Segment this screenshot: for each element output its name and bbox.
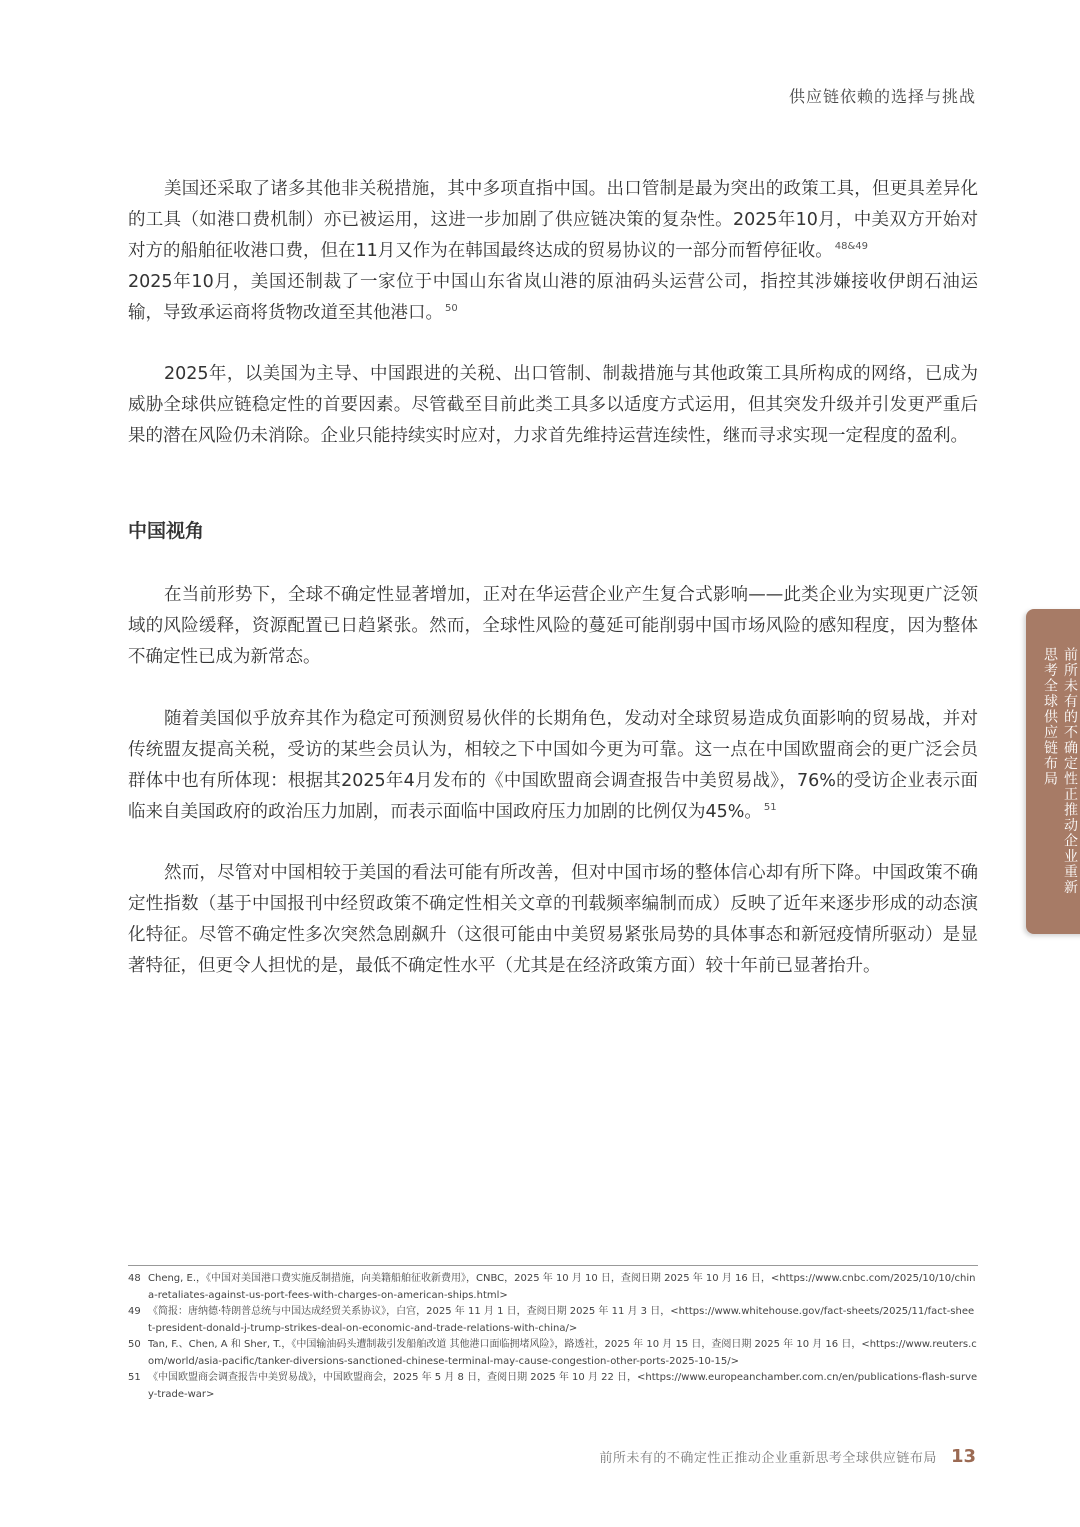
- footer-title: 前所未有的不确定性正推动企业重新思考全球供应链布局: [599, 1451, 937, 1466]
- footnote-text: Cheng, E.，《中国对美国港口费实施反制措施，向美籍船舶征收新费用》，CNBC，2025 年 10 月 10 日，查阅日期 2025 年 10 月 16 日，<https://www.cnbc.com/2025/10/10/china-retaliates-against-us-port-fees-with-charges-on-american-ships.html>: [148, 1273, 976, 1301]
- paragraph-text: 2025年10月，美国还制裁了一家位于中国山东省岚山港的原油码头运营公司，指控其涉嫌接收伊朗石油运输，导致承运商将货物改道至其他港口。: [128, 272, 978, 323]
- running-header: 供应链依赖的选择与挑战: [788, 87, 976, 106]
- footnote-number: 51: [128, 1372, 141, 1383]
- footnote-number: 48: [128, 1273, 141, 1284]
- paragraph-2: [128, 359, 978, 452]
- footnote-text: 《中国欧盟商会调查报告中美贸易战》，中国欧盟商会，2025 年 5 月 8 日，查阅日期 2025 年 10 月 22 日，<https://www.europeanchamber.com.cn/en/publications-flash-survey-trade-war>: [148, 1372, 978, 1400]
- paragraph-text: 然而，尽管对中国相较于美国的看法可能有所改善，但对中国市场的整体信心却有所下降。中国政策不确定性指数（基于中国报刊中经贸政策不确定性相关文章的刊载频率编制而成）反映了近年来逐步形成的动态演化特征。尽管不确定性多次突然急剧飙升（这很可能由中美贸易紧张局势的具体事态和新冠疫情所驱动）是显著特征，但更令人担忧的是，最低不确定性水平（尤其是在经济政策方面）较十年前已显著抬升。: [128, 863, 978, 976]
- paragraph-3: [128, 580, 978, 673]
- footnote: [128, 1271, 978, 1304]
- footnote-ref[interactable]: 51: [763, 802, 777, 813]
- footnotes: [128, 1271, 978, 1403]
- footnote-number: 50: [128, 1339, 141, 1350]
- paragraph-text: 随着美国似乎放弃其作为稳定可预测贸易伙伴的长期角色，发动对全球贸易造成负面影响的贸易战，并对传统盟友提高关税，受访的某些会员认为，相较之下中国如今更为可靠。这一点在中国欧盟商会的更广泛会员群体中也有所体现：根据其2025年4月发布的《中国欧盟商会调查报告中美贸易战》，76%的受访企业表示面临来自美国政府的政治压力加剧，而表示面临中国政府压力加剧的比例仅为45%。: [128, 709, 978, 822]
- page-footer: [599, 1446, 976, 1467]
- paragraph-1: [128, 174, 978, 329]
- paragraph-text: 2025年，以美国为主导、中国跟进的关税、出口管制、制裁措施与其他政策工具所构成的网络，已成为威胁全球供应链稳定性的首要因素。尽管截至目前此类工具多以适度方式运用，但其突发升级并引发更严重后果的潜在风险仍未消除。企业只能持续实时应对，力求首先维持运营连续性，继而寻求实现一定程度的盈利。: [128, 364, 978, 446]
- section-heading: 中国视角: [128, 520, 205, 542]
- paragraph-5: [128, 858, 978, 982]
- footnote-divider: [128, 1265, 978, 1266]
- footnote: [128, 1304, 978, 1337]
- page-number: 13: [950, 1446, 976, 1467]
- paragraph-text: 美国还采取了诸多其他非关税措施，其中多项直指中国。出口管制是最为突出的政策工具，但更具差异化的工具（如港口费机制）亦已被运用，这进一步加剧了供应链决策的复杂性。2025年10月，中美双方开始对对方的船舶征收港口费，但在11月又作为在韩国最终达成的贸易协议的一部分而暂停征收。: [128, 179, 978, 261]
- footnote-number: 49: [128, 1306, 141, 1317]
- paragraph-4: [128, 704, 978, 828]
- footnote: [128, 1370, 978, 1403]
- footnote-text: Tan, F.、Chen, A 和 Sher, T.，《中国输油码头遭制裁引发船舶改道 其他港口面临拥堵风险》，路透社，2025 年 10 月 15 日，查阅日期 2025 年 10 月 16 日，<https://www.reuters.com/world/asia-pacific/tanker-diversions-sanctioned-chinese-terminal-may-cause-congestion-other-ports-2025-10-15/>: [148, 1339, 977, 1367]
- footnote-ref[interactable]: 48&49: [834, 241, 869, 252]
- footnote-text: 《简报：唐纳德·特朗普总统与中国达成经贸关系协议》，白宫，2025 年 11 月 1 日，查阅日期 2025 年 11 月 3 日，<https://www.whitehouse.gov/fact-sheets/2025/11/fact-sheet-president-donald-j-trump-strikes-deal-on-economic-and-trade-relations-with-china/>: [148, 1306, 975, 1334]
- footnote-ref[interactable]: 50: [445, 303, 458, 314]
- paragraph-text: 在当前形势下，全球不确定性显著增加，正对在华运营企业产生复合式影响——此类企业为实现更广泛领域的风险缓释，资源配置已日趋紧张。然而，全球性风险的蔓延可能削弱中国市场风险的感知程度，因为整体不确定性已成为新常态。: [128, 585, 978, 667]
- side-tab-label: 前所未有的不确定性正推动企业重新思考全球供应链布局: [1042, 647, 1078, 895]
- footnote: [128, 1337, 978, 1370]
